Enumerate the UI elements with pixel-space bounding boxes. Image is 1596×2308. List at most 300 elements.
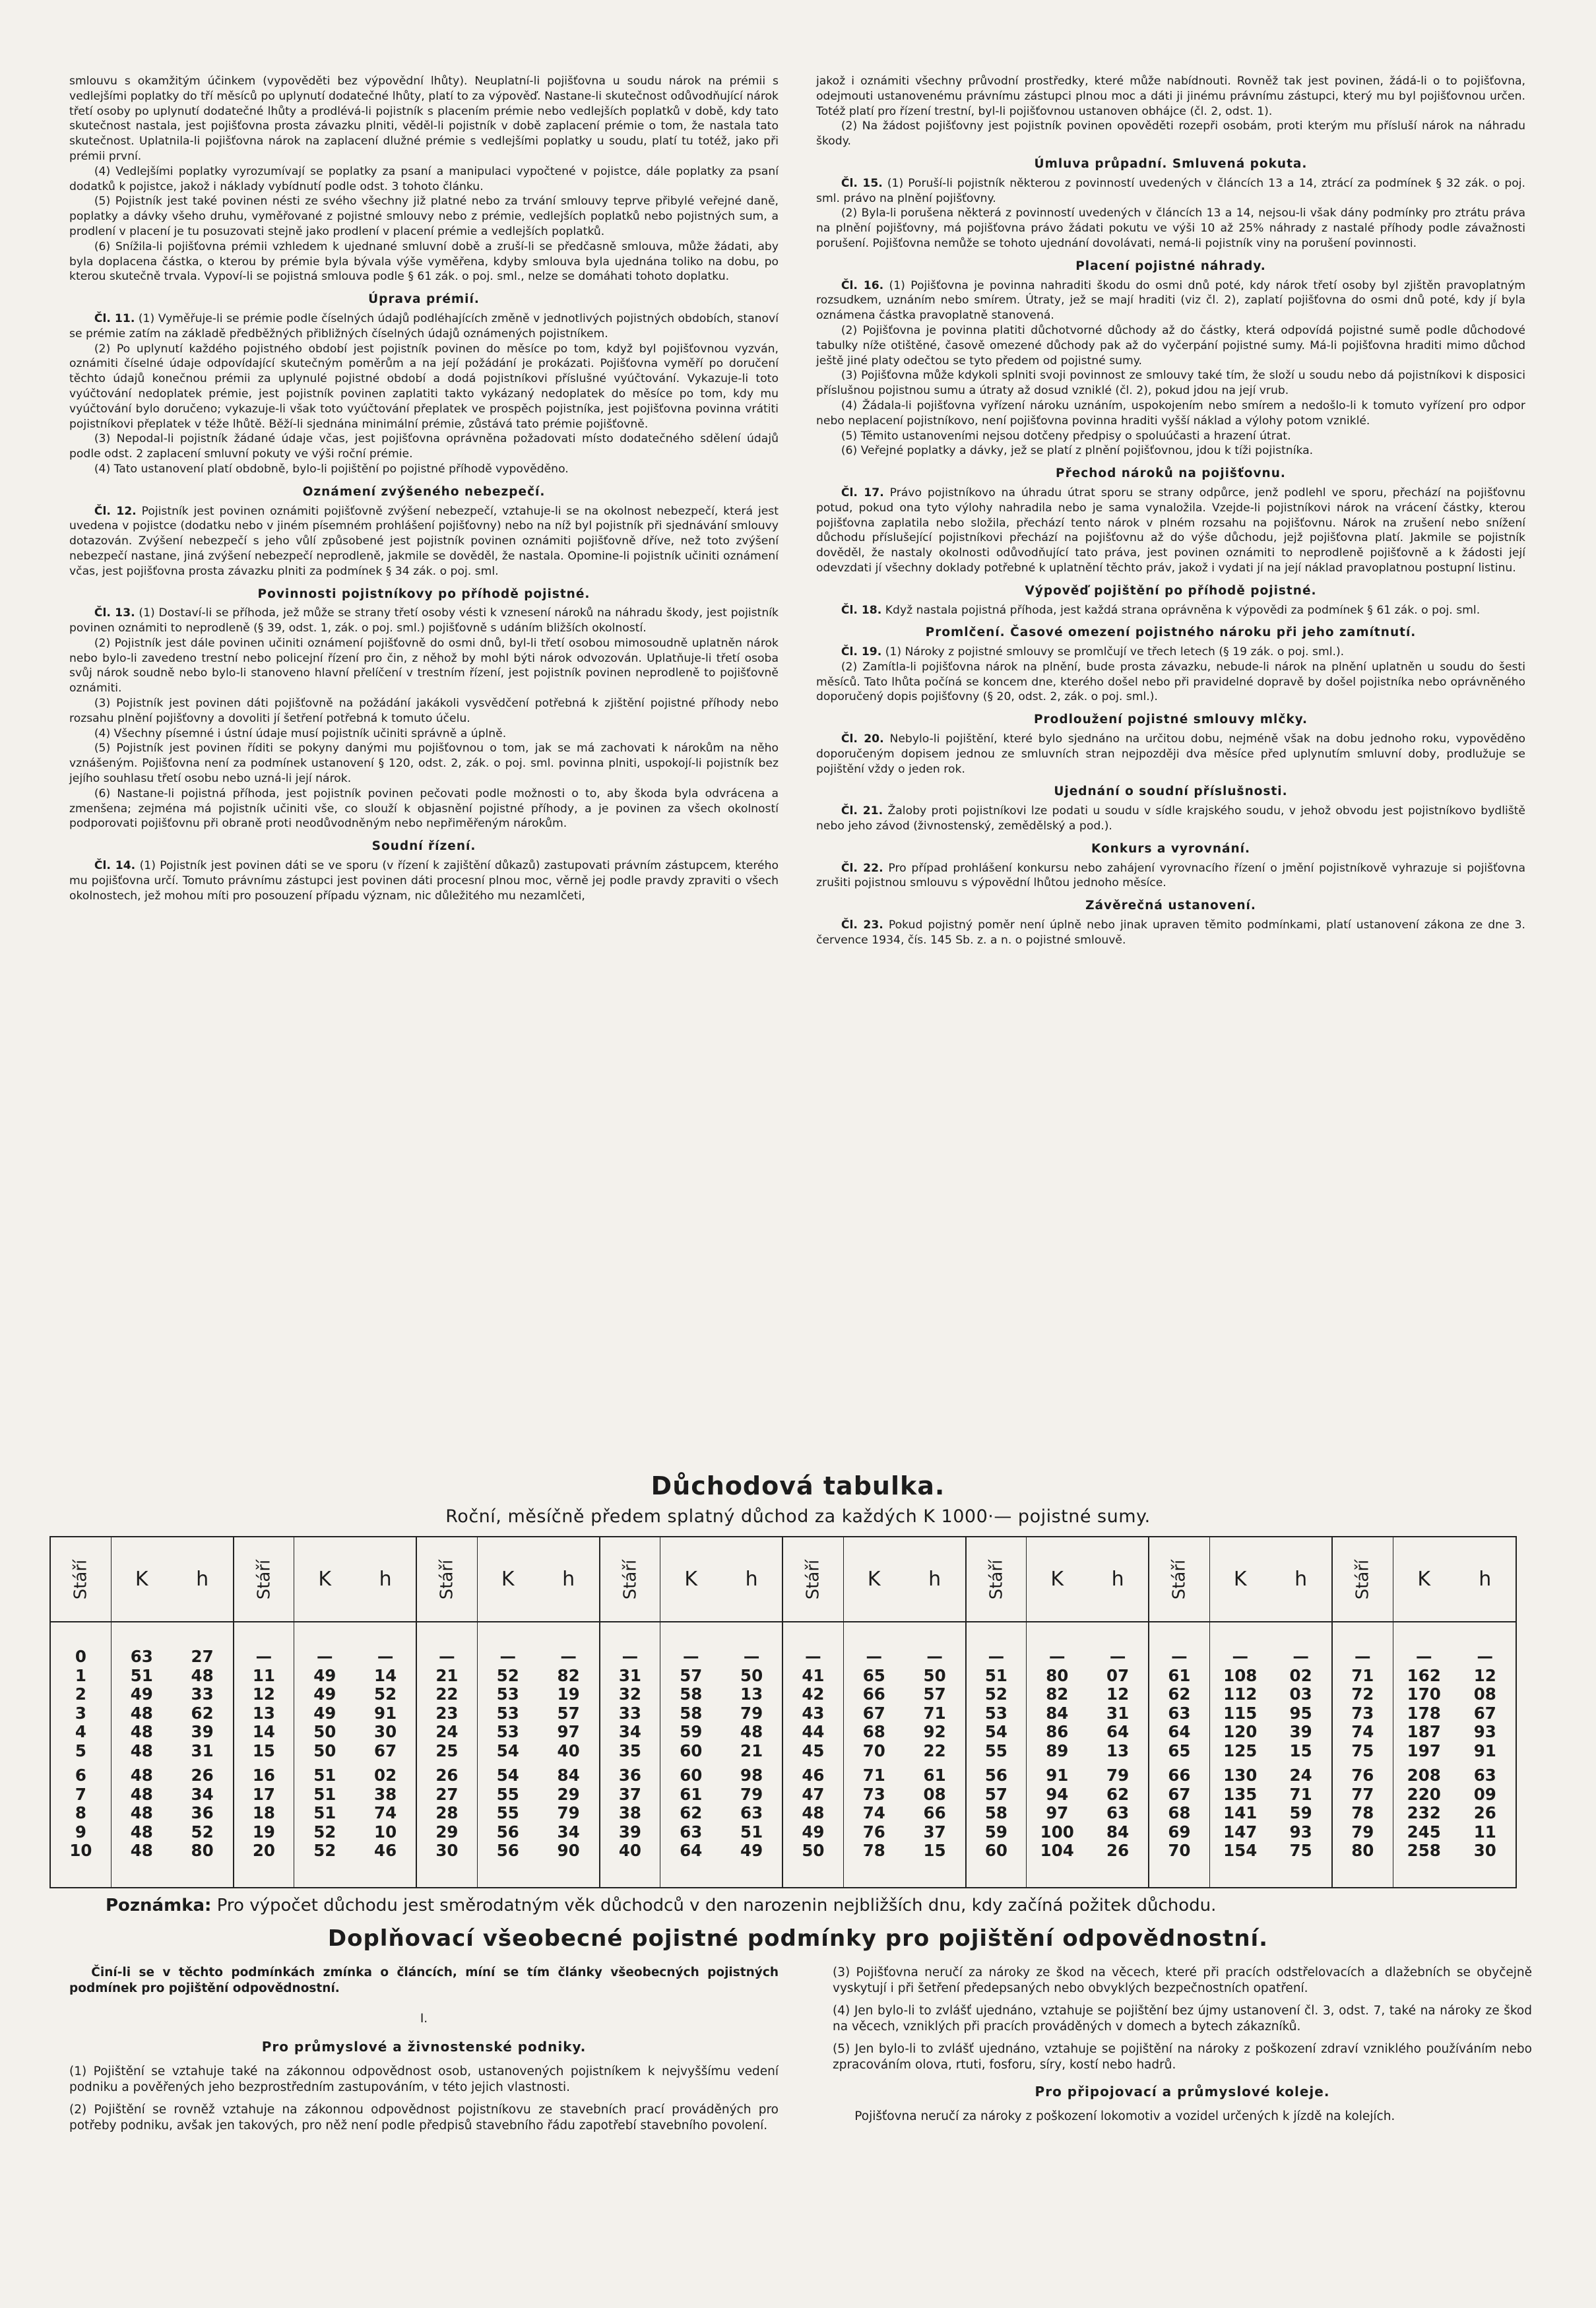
table-cell: 68 xyxy=(862,1722,885,1741)
section-heading: Závěrečná ustanovení. xyxy=(1085,899,1256,913)
table-cell: 74 xyxy=(1351,1722,1374,1741)
column-header-h xyxy=(172,1537,233,1622)
column-k xyxy=(1027,1622,1087,1887)
column-header-h xyxy=(721,1537,782,1622)
table-cell: 41 xyxy=(802,1665,825,1685)
article-number: Čl. 12. xyxy=(94,504,137,518)
table-cell: 30 xyxy=(435,1841,459,1860)
table-group xyxy=(417,1537,600,1887)
table-cell: 39 xyxy=(1289,1722,1312,1741)
table-cell: 53 xyxy=(496,1684,519,1704)
article-paragraph xyxy=(816,278,1525,323)
table-cell: 154 xyxy=(1223,1841,1258,1860)
table-cell: 80 xyxy=(1351,1841,1374,1860)
table-cell: 162 xyxy=(1407,1665,1441,1685)
table-cell: 67 xyxy=(1473,1703,1496,1723)
table-cell: 66 xyxy=(862,1684,885,1704)
table-cell: — xyxy=(866,1647,882,1666)
note-label: Poznámka: xyxy=(106,1896,212,1915)
table-cell: 40 xyxy=(557,1741,580,1760)
table-cell: — xyxy=(377,1647,394,1666)
column-header-age xyxy=(1149,1537,1210,1622)
article-paragraph xyxy=(69,311,779,342)
header-label: Stáří xyxy=(1353,1559,1373,1599)
table-cell: — xyxy=(682,1647,699,1666)
table-cell: 48 xyxy=(191,1665,214,1685)
paragraph: (2) Po uplynutí každého pojistného období jest pojistník povinen do měsíce po tom, když byl pojišťovnou vyzván, oznámiti číselné údaje odpovídající skutečným poměrům a na její požádání je prokázati. Pojišťovna vyměří po doručení těchto údajů konečnou prémii za uplynulé pojistné období a dodá pojistníkovi příslušné vyúčtování. Vykazuje-li toto vyúčtování nedoplatek prémie, jest pojistník povinen zaplatiti takto vykázaný nedoplatek do měsíce po tom, kdy mu vyúčtování bylo doručeno; vykazuje-li však toto vyúčtování přeplatek ve prospěch pojistníka, jest pojišťovna povinna vrátiti pojistníkovi přeplatek v téže lhůtě. Běží-li sjednána minimální prémie, zůstává tato prémie pojišťovně. xyxy=(69,342,779,431)
table-cell: 84 xyxy=(1106,1822,1130,1842)
header-label: Stáří xyxy=(803,1559,823,1599)
table-cell: 50 xyxy=(313,1741,336,1760)
column-h xyxy=(905,1622,965,1887)
article-paragraph xyxy=(816,732,1525,777)
table-cell: 22 xyxy=(923,1741,946,1760)
table-cell: 51 xyxy=(313,1784,336,1804)
table-cell: 65 xyxy=(862,1665,885,1685)
supplement-right-column xyxy=(833,1965,1532,2125)
table-cell: 54 xyxy=(496,1741,519,1760)
article-text: (1) Dostaví-li se příhoda, jež může se strany třetí osoby vésti k vznesení nároků na náhradu škody, jest pojistník povinen oznámiti to neprodleně (§ 39, odst. 1, zák. o poj. sml.) pojišťovně s udáním bližších okolností. xyxy=(69,606,779,635)
paragraph: Pojišťovna neručí za nároky z poškození lokomotiv a vozidel určených k jízdě na kolejích. xyxy=(854,2109,1395,2123)
table-cell: — xyxy=(1355,1647,1371,1666)
table-cell: 232 xyxy=(1407,1803,1441,1822)
table-cell: 39 xyxy=(618,1822,641,1842)
header-label: K xyxy=(1050,1568,1064,1591)
table-cell: 57 xyxy=(984,1784,1007,1804)
table-cell: — xyxy=(1048,1647,1066,1666)
paragraph: smlouvu s okamžitým účinkem (vypověděti bez výpovědní lhůty). Neuplatní-li pojišťovna u soudu nárok na prémii s vedlejšími poplatky do tří měsíců po uplynutí dodatečné lhůty, platí to za výpověď. Nastane-li skutečnost odůvodňující nárok třetí osoby po uplynutí dodatečné lhůty a prodlévá-li pojistník s placením prémie nebo vedlejších poplatků v době, kdy tato skutečnost nastala, jest pojišťovna prosta závazku plniti, věděl-li pojistník v době zaplacení prémie o tom, že nastala tato skutečnost. Uplatnila-li pojišťovna nárok na zaplacení dlužné prémie s vedlejšími poplatky u soudu, platí tu totéž, jako při prémii první. xyxy=(69,75,779,163)
table-cell: 71 xyxy=(923,1703,946,1723)
table-cell: 75 xyxy=(1351,1741,1374,1760)
column-age xyxy=(234,1622,295,1887)
column-age xyxy=(417,1622,478,1887)
article-text: (1) Nároky z pojistné smlouvy se promlčují ve třech letech (§ 19 zák. o poj. sml.). xyxy=(881,645,1345,659)
table-cell: 33 xyxy=(618,1703,641,1723)
table-cell: 11 xyxy=(1473,1822,1496,1842)
table-cell: 91 xyxy=(1473,1741,1496,1760)
table-cell: 65 xyxy=(1168,1741,1191,1760)
article-paragraph xyxy=(816,861,1525,891)
table-cell: 93 xyxy=(1289,1822,1312,1842)
table-cell: 70 xyxy=(1168,1841,1191,1860)
column-k xyxy=(112,1622,172,1887)
table-cell: 91 xyxy=(1046,1766,1069,1785)
table-cell: 120 xyxy=(1223,1722,1258,1741)
table-cell: 12 xyxy=(252,1684,275,1704)
paragraph: (5) Pojistník jest povinen říditi se pokyny danými mu pojišťovnou o tom, jak se má zachovati k nárokům na něho vznášeným. Pojišťovna není za podmínek ustanovení § 120, odst. 2, zák. o poj. sml. povinna plniti, uspokojí-li pojistník bez jejího souhlasu třetí osobu nebo uzná-li její nárok. xyxy=(69,742,779,786)
table-cell: 115 xyxy=(1223,1703,1258,1723)
table-cell: 69 xyxy=(1168,1822,1191,1842)
header-label: Stáří xyxy=(1169,1559,1190,1599)
paragraph: (5) Pojistník jest také povinen nésti ze svého všechny již platné nebo za trvání smlouvy teprve přibylé veřejné daně, poplatky a dávky všeho druhu, vyměřované z pojistné smlouvy nebo z prémie, vedlejších poplatků nebo pojistných sum, a prodlení v placení je tu posuzovati stejně jako prodlení v placení prémie a vedlejších poplatků. xyxy=(69,195,779,238)
table-cell: 62 xyxy=(680,1803,703,1822)
table-cell: 80 xyxy=(191,1841,214,1860)
table-cell: 66 xyxy=(923,1803,946,1822)
column-header-k xyxy=(1210,1537,1271,1622)
header-label: Stáří xyxy=(437,1559,457,1599)
paragraph: (4) Tato ustanovení platí obdobně, bylo-li pojištění po pojistné příhodě vypověděno. xyxy=(94,462,569,476)
table-cell: 60 xyxy=(984,1841,1007,1860)
article-paragraph xyxy=(816,176,1525,207)
section-heading: Oznámení zvýšeného nebezpečí. xyxy=(302,484,546,499)
section-heading: Úprava prémií. xyxy=(368,292,480,307)
article-number: Čl. 17. xyxy=(841,486,884,499)
paragraph: (5) Těmito ustanoveními nejsou dotčeny předpisy o spoluúčasti a hrazení útrat. xyxy=(841,429,1291,443)
table-cell: 59 xyxy=(1289,1803,1312,1822)
table-cell: 42 xyxy=(802,1684,825,1704)
table-cell: 46 xyxy=(374,1841,397,1860)
header-label: Stáří xyxy=(620,1559,640,1599)
table-cell: 34 xyxy=(557,1822,580,1842)
table-cell: 23 xyxy=(435,1703,459,1723)
table-cell: — xyxy=(1109,1647,1126,1666)
table-cell: 13 xyxy=(252,1703,275,1723)
paragraph: (2) Pojištění se rovněž vztahuje na zákonnou odpovědnost pojistníkovu ze stavebních prací prováděných pro potřeby podniku, avšak jen takových, pro něž není podle předpisů stavebního řádu zapotřebí stavebního povolení. xyxy=(69,2103,779,2132)
table-group xyxy=(1149,1537,1333,1887)
table-cell: 71 xyxy=(1289,1784,1312,1804)
table-cell: 15 xyxy=(923,1841,946,1860)
table-cell: 34 xyxy=(191,1784,214,1804)
table-cell: 64 xyxy=(1106,1722,1130,1741)
table-cell: 71 xyxy=(862,1766,885,1785)
table-cell: 53 xyxy=(496,1703,519,1723)
article-text: Žaloby proti pojistníkovi lze podati u soudu v sídle krajského soudu, v jehož obvodu jest pojistníkovo bydliště nebo jeho závod (živnostenský, zemědělský a pod.). xyxy=(816,804,1526,833)
table-cell: 78 xyxy=(1351,1803,1374,1822)
table-cell: 13 xyxy=(740,1684,763,1704)
table-cell: 60 xyxy=(680,1741,703,1760)
supplement-left-column xyxy=(69,1965,779,2140)
table-cell: — xyxy=(1477,1647,1493,1666)
section-heading: Placení pojistné náhrady. xyxy=(1075,259,1266,273)
table-cell: 95 xyxy=(1289,1703,1312,1723)
column-h xyxy=(1455,1622,1516,1887)
column-header-k xyxy=(660,1537,721,1622)
table-cell: 245 xyxy=(1407,1822,1441,1842)
paragraph: (3) Pojišťovna může kdykoli splniti svoji povinnost ze smlouvy také tím, že složí u soudu nebo dá pojistníkovi k disposici příslušnou pojistnou sumu a útraty až dosud vzniklé (čl. 2), pokud jdou na její vrub. xyxy=(816,369,1525,398)
table-cell: 12 xyxy=(1473,1665,1496,1685)
column-k xyxy=(294,1622,355,1887)
column-header-age xyxy=(234,1537,295,1622)
table-cell: 24 xyxy=(435,1722,459,1741)
table-cell: 49 xyxy=(313,1703,336,1723)
table-cell: 02 xyxy=(1289,1665,1312,1685)
article-number: Čl. 16. xyxy=(841,278,884,292)
table-cell: — xyxy=(622,1647,639,1666)
table-cell: 26 xyxy=(435,1766,459,1785)
table-cell: 55 xyxy=(984,1741,1007,1760)
table-cell: 3 xyxy=(75,1703,86,1723)
table-cell: 208 xyxy=(1407,1766,1441,1785)
header-label: h xyxy=(745,1568,758,1591)
table-cell: 48 xyxy=(130,1841,153,1860)
table-cell: 84 xyxy=(557,1766,580,1785)
table-cell: 67 xyxy=(862,1703,885,1723)
table-cell: 147 xyxy=(1223,1822,1258,1842)
article-number: Čl. 18. xyxy=(841,603,882,617)
table-cell: 97 xyxy=(557,1722,580,1741)
table-cell: 8 xyxy=(75,1803,86,1822)
column-header-age xyxy=(600,1537,661,1622)
table-cell: 100 xyxy=(1040,1822,1074,1842)
paragraph: (2) Zamítla-li pojišťovna nárok na plnění, bude prosta závazku, nebude-li nárok na plnění uplatněn u soudu do šesti měsíců. Tato lhůta počíná se koncem dne, kterého došel nebo při pravidelné dopravě by došel pojistníka nebo oprávněného doporučený dopis pojišťovny (§ 20, odst. 2, zák. o poj. sml.). xyxy=(816,660,1525,704)
annuity-table-subtitle: Roční, měsíčně předem splatný důchod za každých K 1000·— pojistné sumy. xyxy=(445,1506,1151,1527)
article-number: Čl. 23. xyxy=(841,918,883,932)
table-cell: 50 xyxy=(740,1665,763,1685)
table-cell: 64 xyxy=(1168,1722,1191,1741)
table-cell: 54 xyxy=(496,1766,519,1785)
table-cell: 63 xyxy=(130,1647,153,1666)
table-cell: 29 xyxy=(557,1784,580,1804)
article-number: Čl. 20. xyxy=(841,732,884,746)
table-cell: 40 xyxy=(618,1841,641,1860)
article-number: Čl. 14. xyxy=(94,859,136,873)
table-cell: 59 xyxy=(984,1822,1007,1842)
column-header-age xyxy=(51,1537,112,1622)
table-cell: 45 xyxy=(802,1741,825,1760)
table-cell: 37 xyxy=(618,1784,641,1804)
table-cell: 61 xyxy=(1168,1665,1191,1685)
table-cell: 51 xyxy=(130,1665,153,1685)
article-text: (1) Vyměřuje-li se prémie podle číselných údajů podléhajících změně v jednotlivých pojistných obdobích, stanoví se prémie zatím na základě předběžných přibližných číselných údajů oznámených pojistníkem. xyxy=(69,311,779,340)
table-cell: 48 xyxy=(740,1722,763,1741)
table-cell: 21 xyxy=(740,1741,763,1760)
table-cell: 49 xyxy=(740,1841,763,1860)
column-k xyxy=(478,1622,538,1887)
paragraph: (2) Na žádost pojišťovny jest pojistník povinen opověděti rozepři osobám, proti kterým mu přísluší nárok na náhradu škody. xyxy=(816,119,1525,148)
table-cell: 54 xyxy=(984,1722,1007,1741)
header-label: K xyxy=(867,1568,881,1591)
section-title: Doplňovací všeobecné pojistné podmínky pro pojištění odpovědnostní. xyxy=(327,1925,1269,1952)
table-cell: 79 xyxy=(557,1803,580,1822)
table-cell: 63 xyxy=(1473,1766,1496,1785)
paragraph: (5) Jen bylo-li to zvlášť ujednáno, vztahuje se pojištění na nároky z poškození zdraví vzniklého používáním nebo zpracováním olova, rtuti, fosforu, síry, kostí nebo hadrů. xyxy=(833,2042,1532,2072)
table-cell: — xyxy=(743,1647,760,1666)
column-header-age xyxy=(967,1537,1027,1622)
table-cell: 53 xyxy=(984,1703,1007,1723)
header-label: h xyxy=(1111,1568,1124,1591)
paragraph: (6) Snížila-li pojišťovna prémii vzhledem k ujednané smluvní době a zruší-li se předčasně smlouva, může žádati, aby byla doplacena částka, o kterou by prémie byla bývala výše vyměřena, kdyby smlouva byla ujednána toliko na dobu, po kterou skutečně trvala. Vypoví-li se pojistná smlouva podle § 61 zák. o poj. sml., nelze se domáhati tohoto doplatku. xyxy=(69,240,779,284)
table-cell: 79 xyxy=(1106,1766,1130,1785)
article-paragraph xyxy=(816,918,1525,948)
table-cell: 170 xyxy=(1407,1684,1441,1704)
table-cell: 55 xyxy=(496,1803,519,1822)
article-paragraph xyxy=(816,645,1525,660)
table-cell: 72 xyxy=(1351,1684,1374,1704)
paragraph: (1) Pojištění se vztahuje také na zákonnou odpovědnost osob, ustanovených pojistníkem k nejvyššímu vedení podniku a pověřených jeho bezprostředním zastupováním, v této jejich vlastnosti. xyxy=(69,2065,779,2094)
table-cell: 79 xyxy=(740,1703,763,1723)
table-cell: — xyxy=(1293,1647,1309,1666)
table-cell: — xyxy=(255,1647,272,1666)
paragraph: (3) Pojišťovna neručí za nároky ze škod na věcech, které při pracích odstřelovacích a dlažebních se obyčejně vyskytují i při šetření předepsaných nebo obvyklých bezpečnostních opatření. xyxy=(833,1966,1532,1995)
section-heading: Přechod nároků na pojišťovnu. xyxy=(1056,466,1286,481)
table-cell: 2 xyxy=(75,1684,86,1704)
header-label: Stáří xyxy=(253,1559,274,1599)
table-cell: 71 xyxy=(1351,1665,1374,1685)
table-cell: 74 xyxy=(862,1803,885,1822)
article-number: Čl. 11. xyxy=(94,311,135,325)
table-cell: 35 xyxy=(618,1741,641,1760)
article-text: Nebylo-li pojištění, které bylo sjednáno na určitou dobu, nejméně však na dobu jednoho roku, vypověděno doporučeným dopisem jednou ze smluvních stran nejpozději dva měsíce před uplynutím smluvní doby, prodlužuje se pojištění vždy o jeden rok. xyxy=(816,732,1525,776)
table-cell: 51 xyxy=(313,1803,336,1822)
table-cell: 92 xyxy=(923,1722,946,1741)
article-text: (1) Poruší-li pojistník některou z povinností uvedených v článcích 13 a 14, ztrácí za podmínek § 32 zák. o poj. sml. právo na plnění pojišťovny. xyxy=(816,176,1525,205)
section-heading: Povinnosti pojistníkovy po příhodě pojistné. xyxy=(257,587,591,601)
column-h xyxy=(355,1622,416,1887)
annuity-table-title: Důchodová tabulka. xyxy=(651,1471,945,1500)
table-cell: 89 xyxy=(1046,1741,1069,1760)
table-cell: 86 xyxy=(1046,1722,1069,1741)
table-cell: — xyxy=(560,1647,577,1666)
table-cell: 82 xyxy=(1046,1684,1069,1704)
paragraph: (6) Veřejné poplatky a dávky, jež se platí z plnění pojišťovnou, jdou k tíži pojistníka. xyxy=(841,444,1314,458)
table-cell: 08 xyxy=(1473,1684,1496,1704)
paragraph: Činí-li se v těchto podmínkách zmínka o článcích, míní se tím články všeobecných pojistných podmínek pro pojištění odpovědnostní. xyxy=(69,1966,779,1995)
article-paragraph xyxy=(69,858,779,903)
column-header-age xyxy=(1333,1537,1394,1622)
left-column xyxy=(69,74,779,903)
table-cell: 187 xyxy=(1407,1722,1441,1741)
article-text: Právo pojistníkovo na úhradu útrat sporu se strany odpůrce, jenž podlehl ve sporu, přechází na pojišťovnu potud, pokud ona tyto výlohy nahradila nebo je sama vynaložila. Vzejde-li pojistníkovi nárok na vrácení částky, kterou pojišťovna zaplatila nebo složila, přechází tento nárok v plném rozsahu na pojišťovnu. Nárok na zrušení nebo snížení důchodu příslušející pojistníkovi přechází na pojišťovnu až do výše důchodu, jejž pojišťovna platí. Jakmile se pojistník dověděl, že nastaly okolnosti odůvodňující tato práva, jest povinen oznámiti to neprodleně pojišťovně a k žádosti její odevzdati jí všechny doklady potřebné k uplatnění těchto práv, jakož i vydati jí na její náklad pravoplatnou postupní listinu. xyxy=(816,486,1525,575)
table-cell: 62 xyxy=(1168,1684,1191,1704)
table-cell: 34 xyxy=(618,1722,641,1741)
table-cell: 10 xyxy=(374,1822,397,1842)
table-cell: 31 xyxy=(618,1665,641,1685)
article-text: (1) Pojišťovna je povinna nahraditi škodu do osmi dnů poté, kdy nárok třetí osoby byl zjištěn pravoplatným rozsudkem, uznáním nebo smírem. Útraty, jež se mají hraditi (viz čl. 2), zaplatí pojišťovna do osmi dnů poté, kdy jí byla oznámena částka pravoplatně stanovená. xyxy=(816,278,1525,323)
table-cell: 56 xyxy=(496,1822,519,1842)
column-h xyxy=(172,1622,233,1887)
table-cell: 0 xyxy=(75,1647,86,1666)
table-cell: 82 xyxy=(557,1665,580,1685)
table-cell: 97 xyxy=(1046,1803,1069,1822)
column-age xyxy=(1333,1622,1394,1887)
table-group xyxy=(1333,1537,1516,1887)
table-cell: 62 xyxy=(1106,1784,1130,1804)
table-cell: 59 xyxy=(680,1722,703,1741)
article-number: Čl. 21. xyxy=(841,804,883,818)
table-cell: 258 xyxy=(1407,1841,1441,1860)
table-cell: 48 xyxy=(130,1703,153,1723)
article-number: Čl. 19. xyxy=(841,645,882,659)
table-cell: 52 xyxy=(313,1822,336,1842)
section-heading: Pro průmyslové a živnostenské podniky. xyxy=(261,2039,587,2055)
column-k xyxy=(660,1622,721,1887)
column-age xyxy=(783,1622,844,1887)
paragraph: (4) Vedlejšími poplatky vyrozumívají se poplatky za psaní a manipulaci vypočtené v pojistce, dále poplatky za psaní dodatků k pojistce, jakož i náklady vybídnutí podle odst. 3 tohoto článku. xyxy=(69,164,779,193)
table-cell: — xyxy=(439,1647,455,1666)
table-cell: 56 xyxy=(984,1766,1007,1785)
table-cell: 49 xyxy=(313,1684,336,1704)
table-cell: 46 xyxy=(802,1766,825,1785)
table-cell: 50 xyxy=(923,1665,946,1685)
table-cell: — xyxy=(1232,1647,1248,1666)
table-cell: 27 xyxy=(191,1647,214,1666)
article-text: Když nastala pojistná příhoda, jest každá strana oprávněna k výpovědi za podmínek § 61 zák. o poj. sml. xyxy=(881,603,1481,617)
article-text: Pokud pojistný poměr není úplně nebo jinak upraven těmito podmínkami, platí ustanovení zákona ze dne 3. července 1934, čís. 145 Sb. z. a n. o pojistné smlouvě. xyxy=(816,918,1525,947)
table-cell: 21 xyxy=(435,1665,459,1685)
header-label: K xyxy=(318,1568,332,1591)
section-number: I. xyxy=(420,2012,428,2026)
table-cell: 91 xyxy=(374,1703,397,1723)
table-cell: 67 xyxy=(1168,1784,1191,1804)
article-paragraph xyxy=(816,804,1525,834)
table-group xyxy=(967,1537,1150,1887)
column-header-k xyxy=(1393,1537,1455,1622)
table-cell: 11 xyxy=(252,1665,275,1685)
table-cell: 58 xyxy=(680,1684,703,1704)
table-cell: 112 xyxy=(1223,1684,1258,1704)
article-paragraph xyxy=(69,504,779,579)
header-label: K xyxy=(135,1568,148,1591)
column-header-k xyxy=(844,1537,905,1622)
note-text: Pro výpočet důchodu jest směrodatným věk důchodců v den narozenin nejbližších dnu, kdy začíná požitek důchodu. xyxy=(211,1896,1217,1915)
table-cell: 28 xyxy=(435,1803,459,1822)
section-heading: Ujednání o soudní příslušnosti. xyxy=(1054,785,1288,799)
table-cell: 141 xyxy=(1223,1803,1258,1822)
table-cell: 44 xyxy=(802,1722,825,1741)
table-cell: 52 xyxy=(496,1665,519,1685)
table-cell: 73 xyxy=(1351,1703,1374,1723)
table-cell: 48 xyxy=(130,1766,153,1785)
section-heading: Výpověď pojištění po příhodě pojistné. xyxy=(1025,583,1317,598)
table-cell: 75 xyxy=(1289,1841,1312,1860)
table-cell: 16 xyxy=(252,1766,275,1785)
table-cell: 63 xyxy=(740,1803,763,1822)
table-cell: 57 xyxy=(557,1703,580,1723)
table-cell: 90 xyxy=(557,1841,580,1860)
column-age xyxy=(967,1622,1027,1887)
paragraph: jakož i oznámiti všechny průvodní prostředky, které může nabídnouti. Rovněž tak jest povinen, žádá-li o to pojišťovna, odejmouti ustanovenému právnímu zástupci plnou moc a dáti ji jinému právnímu zástupci, který mu byl pojišťovnou určen. Totéž platí pro řízení trestní, byl-li pojišťovnou ustanoven obhájce (čl. 2, odst. 1). xyxy=(816,75,1525,118)
table-note xyxy=(106,1896,1557,1915)
table-cell: 57 xyxy=(923,1684,946,1704)
column-h xyxy=(1087,1622,1148,1887)
paragraph: (3) Nepodal-li pojistník žádané údaje včas, jest pojišťovna oprávněna požadovati místo dodatečného sdělení údajů podle odst. 2 zaplacení smluvní pokuty ve výši roční prémie. xyxy=(69,432,779,461)
paragraph: (2) Byla-li porušena některá z povinností uvedených v článcích 13 a 14, nejsou-li však dány podmínky pro ztrátu práva na plnění pojišťovny, má pojišťovna právo žádati pokutu ve výši 10 až 25% náhrady z nastalé příhody podle závažnosti porušení. Pojišťovna nemůže se tohoto ujednání dovolávati, nemá-li pojistník viny na porušení povinnosti. xyxy=(816,207,1525,250)
table-cell: 63 xyxy=(1168,1703,1191,1723)
table-cell: 98 xyxy=(740,1766,763,1785)
table-cell: 48 xyxy=(130,1822,153,1842)
table-cell: 13 xyxy=(1106,1741,1130,1760)
column-k xyxy=(844,1622,905,1887)
table-cell: 26 xyxy=(1106,1841,1130,1860)
table-cell: 48 xyxy=(130,1803,153,1822)
column-header-age xyxy=(417,1537,478,1622)
table-cell: 27 xyxy=(435,1784,459,1804)
table-cell: 48 xyxy=(130,1722,153,1741)
table-cell: 52 xyxy=(191,1822,214,1842)
table-cell: 25 xyxy=(435,1741,459,1760)
table-cell: 61 xyxy=(680,1784,703,1804)
table-cell: — xyxy=(1416,1647,1432,1666)
table-cell: 19 xyxy=(557,1684,580,1704)
table-cell: 51 xyxy=(313,1766,336,1785)
table-cell: 43 xyxy=(802,1703,825,1723)
table-cell: 26 xyxy=(1473,1803,1496,1822)
column-header-k xyxy=(294,1537,355,1622)
table-cell: 130 xyxy=(1223,1766,1258,1785)
table-cell: 53 xyxy=(496,1722,519,1741)
table-cell: — xyxy=(988,1647,1005,1666)
table-cell: 31 xyxy=(1106,1703,1130,1723)
column-h xyxy=(538,1622,599,1887)
table-cell: 38 xyxy=(374,1784,397,1804)
table-cell: 48 xyxy=(130,1741,153,1760)
header-label: h xyxy=(1294,1568,1308,1591)
column-header-h xyxy=(1455,1537,1516,1622)
table-cell: — xyxy=(926,1647,943,1666)
column-age xyxy=(51,1622,112,1887)
column-header-age xyxy=(783,1537,844,1622)
article-text: (1) Pojistník jest povinen dáti se ve sporu (v řízení k zajištění důkazů) zastupovati právním zástupcem, kterého mu pojišťovna určí. Tomuto právnímu zástupci jest povinen dáti procesní plnou moc, věrně jej podle pravdy zpraviti o všech okolnostech, jež mohou míti pro posouzení případu význam, nic důležitého mu nezamlčeti, xyxy=(69,859,779,903)
